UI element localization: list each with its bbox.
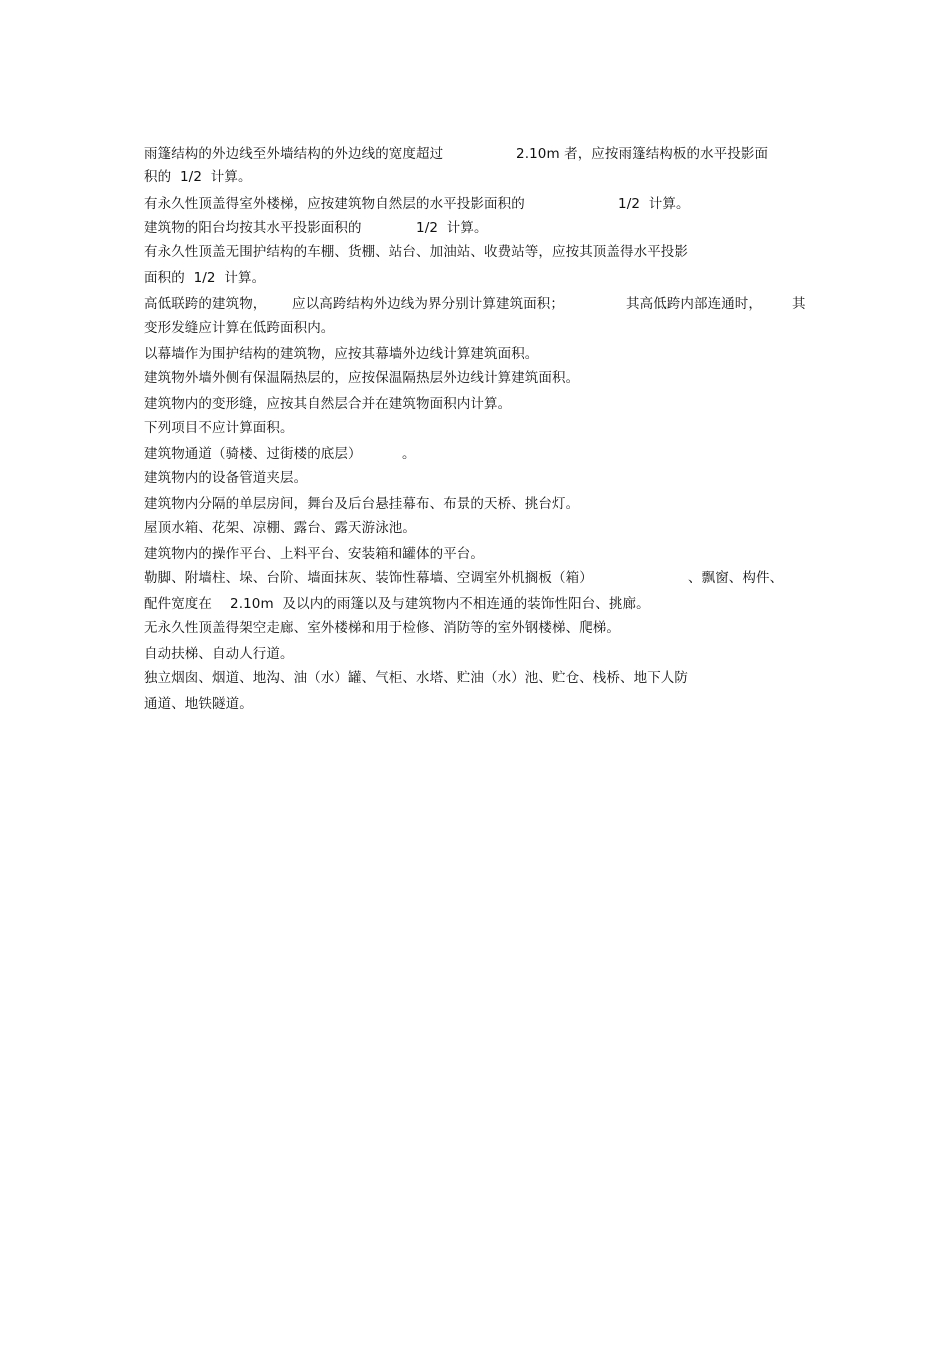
text-line <box>144 217 488 239</box>
text-segment: 独立烟囱、烟道、地沟、油（水）罐、气柜、水塔、贮油（水）池、贮仓、栈桥、地下人防 <box>144 670 688 686</box>
text-line <box>144 241 688 263</box>
text-line <box>144 543 484 565</box>
text-segment: 勒脚、附墙柱、垛、台阶、墙面抹灰、装饰性幕墙、空调室外机搁板（箱） <box>144 570 593 586</box>
text-line <box>144 467 308 489</box>
text-segment: 有永久性顶盖得室外楼梯，应按建筑物自然层的水平投影面积的 <box>144 196 525 212</box>
text-segment: 建筑物通道（骑楼、过街楼的底层） <box>144 446 362 462</box>
text-segment: 建筑物内的设备管道夹层。 <box>144 470 308 486</box>
text-line <box>144 393 512 415</box>
text-segment: 面积的 1/2 计算。 <box>144 270 266 286</box>
text-segment: 2.10m 及以内的雨篷以及与建筑物内不相连通的装饰性阳台、挑廊。 <box>230 596 650 612</box>
text-line <box>144 343 539 365</box>
text-line <box>144 417 294 439</box>
text-segment: 、飘窗、构件、 <box>688 570 784 586</box>
text-line <box>144 293 806 315</box>
text-segment: 配件宽度在 <box>144 596 212 612</box>
text-line <box>144 317 335 339</box>
text-line <box>144 143 769 165</box>
text-line <box>144 493 580 515</box>
text-segment: 以幕墙作为围护结构的建筑物，应按其幕墙外边线计算建筑面积。 <box>144 346 539 362</box>
text-segment: 。 <box>402 446 416 462</box>
text-segment: 建筑物外墙外侧有保温隔热层的，应按保温隔热层外边线计算建筑面积。 <box>144 370 580 386</box>
text-segment: 应以高跨结构外边线为界分别计算建筑面积； <box>292 296 564 312</box>
text-segment: 高低联跨的建筑物， <box>144 296 267 312</box>
text-line <box>144 367 580 389</box>
text-line <box>144 443 416 465</box>
text-segment: 屋顶水箱、花架、凉棚、露台、露天游泳池。 <box>144 520 416 536</box>
text-segment: 积的 1/2 计算。 <box>144 169 252 185</box>
text-line <box>144 667 688 689</box>
text-line <box>144 643 294 665</box>
text-segment: 建筑物内的变形缝，应按其自然层合并在建筑物面积内计算。 <box>144 396 512 412</box>
text-segment: 有永久性顶盖无围护结构的车棚、货棚、站台、加油站、收费站等，应按其顶盖得水平投影 <box>144 244 688 260</box>
text-segment: 1/2 计算。 <box>618 196 690 212</box>
text-line <box>144 166 252 188</box>
text-segment: 1/2 计算。 <box>416 220 488 236</box>
text-segment: 建筑物内分隔的单层房间，舞台及后台悬挂幕布、布景的天桥、挑台灯。 <box>144 496 580 512</box>
text-line <box>144 567 784 589</box>
text-line <box>144 193 690 215</box>
text-line <box>144 593 650 615</box>
text-line <box>144 693 253 715</box>
text-segment: 通道、地铁隧道。 <box>144 696 253 712</box>
text-segment: 雨篷结构的外边线至外墙结构的外边线的宽度超过 <box>144 146 444 162</box>
text-segment: 其 <box>792 296 806 312</box>
text-segment: 其高低跨内部连通时， <box>626 296 762 312</box>
text-segment: 建筑物内的操作平台、上料平台、安装箱和罐体的平台。 <box>144 546 484 562</box>
text-segment: 下列项目不应计算面积。 <box>144 420 294 436</box>
text-segment: 自动扶梯、自动人行道。 <box>144 646 294 662</box>
text-segment: 变形发缝应计算在低跨面积内。 <box>144 320 335 336</box>
text-segment: 无永久性顶盖得架空走廊、室外楼梯和用于检修、消防等的室外钢楼梯、爬梯。 <box>144 620 620 636</box>
text-line <box>144 617 620 639</box>
text-segment: 2.10m 者，应按雨篷结构板的水平投影面 <box>516 146 769 162</box>
text-line <box>144 267 266 289</box>
text-segment: 建筑物的阳台均按其水平投影面积的 <box>144 220 362 236</box>
text-line <box>144 517 416 539</box>
